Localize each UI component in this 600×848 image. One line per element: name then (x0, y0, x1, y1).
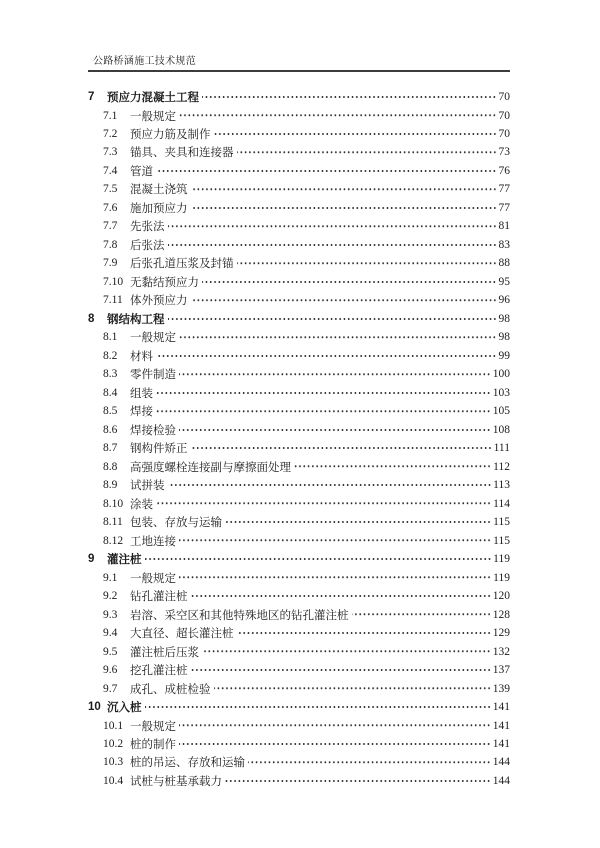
dotted-leader (168, 236, 497, 254)
toc-entry (88, 421, 510, 439)
dotted-leader (156, 494, 491, 512)
entry-number: 9.2 (103, 590, 118, 603)
toc-entry (88, 457, 510, 475)
toc-entry (88, 180, 510, 198)
entry-page: 120 (492, 590, 510, 603)
dotted-leader (294, 457, 491, 475)
toc-entry (88, 273, 510, 291)
entry-page: 100 (492, 368, 510, 381)
dotted-leader (191, 291, 497, 309)
toc-entry (88, 254, 510, 272)
dotted-leader (202, 273, 497, 291)
entry-title: 岩溶、采空区和其他特殊地区的钻孔灌注桩 (130, 609, 349, 622)
entry-number: 8.8 (103, 460, 118, 473)
entry-number: 8.1 (103, 331, 118, 344)
entry-title: 零件制造 (130, 369, 176, 382)
toc-entry (88, 439, 510, 457)
dotted-leader (191, 439, 492, 457)
toc-entry (88, 735, 510, 753)
entry-title: 高强度螺栓连接副与摩擦面处理 (130, 461, 291, 474)
toc-entry (88, 642, 510, 660)
dotted-leader (202, 88, 497, 106)
dotted-leader (156, 162, 497, 180)
entry-number: 7.11 (103, 294, 123, 307)
entry-page: 83 (498, 238, 510, 251)
entry-page: 139 (492, 682, 510, 695)
toc-entry (88, 88, 510, 106)
entry-page: 103 (492, 386, 510, 399)
running-header: 公路桥涵施工技术规范 (93, 56, 196, 67)
entry-number: 9.1 (103, 571, 118, 584)
dotted-leader (179, 365, 491, 383)
entry-number: 7.4 (103, 164, 118, 177)
dotted-leader (248, 753, 491, 771)
entry-title: 钻孔灌注桩 (130, 591, 188, 604)
entry-title: 桩的制作 (130, 738, 176, 751)
entry-number: 10.4 (103, 774, 124, 787)
entry-title: 混凝土浇筑 (130, 184, 188, 197)
entry-page: 129 (492, 627, 510, 640)
toc-entry (88, 217, 510, 235)
toc-entry (88, 384, 510, 402)
toc-entry (88, 328, 510, 346)
entry-page: 70 (498, 91, 510, 104)
dotted-leader (179, 421, 491, 439)
entry-number: 8.4 (103, 386, 118, 399)
dotted-leader (179, 531, 491, 549)
entry-title: 组装 (130, 387, 153, 400)
dotted-leader (156, 384, 491, 402)
entry-title: 后张法 (130, 239, 165, 252)
dotted-leader (352, 605, 491, 623)
toc-entry (88, 236, 510, 254)
dotted-leader (225, 513, 491, 531)
toc-entry (88, 310, 510, 328)
toc-entry (88, 716, 510, 734)
toc-entry (88, 402, 510, 420)
entry-title: 桩的吊运、存放和运输 (130, 757, 245, 770)
dotted-leader (168, 476, 492, 494)
entry-number: 8.5 (103, 405, 118, 418)
entry-page: 119 (493, 571, 510, 584)
entry-number: 7.8 (103, 238, 118, 251)
entry-page: 99 (498, 349, 510, 362)
entry-number: 10 (88, 701, 101, 714)
entry-number: 8.10 (103, 497, 124, 510)
entry-number: 7.5 (103, 183, 118, 196)
entry-page: 95 (498, 275, 510, 288)
dotted-leader (237, 143, 497, 161)
toc-entry (88, 513, 510, 531)
entry-title: 涂装 (130, 498, 153, 511)
entry-number: 10.1 (103, 719, 124, 732)
entry-title: 后张孔道压浆及封锚 (130, 258, 234, 271)
dotted-leader (156, 347, 497, 365)
entry-title: 成孔、成桩检验 (130, 683, 211, 696)
toc-entry (88, 494, 510, 512)
entry-number: 8.6 (103, 423, 118, 436)
toc-entry (88, 550, 510, 568)
entry-page: 98 (498, 331, 510, 344)
entry-number: 8.12 (103, 534, 124, 547)
dotted-leader (145, 698, 491, 716)
entry-number: 10.3 (103, 756, 124, 769)
entry-page: 132 (492, 645, 510, 658)
dotted-leader (191, 587, 491, 605)
entry-number: 9 (88, 553, 95, 566)
entry-number: 10.2 (103, 737, 124, 750)
toc-entry (88, 291, 510, 309)
entry-page: 76 (498, 164, 510, 177)
entry-number: 8.3 (103, 368, 118, 381)
toc-entry (88, 679, 510, 697)
entry-page: 115 (493, 516, 510, 529)
entry-page: 70 (498, 128, 510, 140)
entry-page: 108 (492, 423, 510, 436)
entry-title: 焊接检验 (130, 424, 176, 437)
entry-number: 7.6 (103, 201, 118, 214)
toc-entry (88, 624, 510, 642)
entry-page: 70 (498, 109, 510, 122)
entry-page: 77 (498, 183, 510, 196)
dotted-leader (225, 772, 491, 790)
toc-entry (88, 476, 510, 494)
entry-page: 144 (492, 756, 510, 769)
entry-number: 8 (88, 312, 95, 325)
entry-page: 144 (492, 774, 510, 787)
dotted-leader (191, 661, 491, 679)
header-rule (88, 70, 510, 72)
entry-page: 141 (492, 719, 510, 732)
dotted-leader (168, 310, 497, 328)
entry-title: 施加预应力 (130, 202, 188, 215)
entry-number: 9.7 (103, 682, 118, 695)
dotted-leader (145, 550, 492, 568)
entry-page: 141 (492, 701, 510, 714)
entry-title: 无黏结预应力 (130, 276, 199, 289)
entry-page: 77 (498, 201, 510, 214)
entry-page: 96 (498, 294, 510, 307)
entry-page: 112 (493, 460, 510, 473)
entry-page: 114 (493, 497, 510, 510)
dotted-leader (179, 328, 497, 346)
toc-entry (88, 753, 510, 771)
entry-title: 包装、存放与运输 (130, 517, 222, 530)
entry-page: 137 (492, 664, 510, 677)
toc-entry (88, 772, 510, 790)
entry-title: 体外预应力 (130, 295, 188, 308)
entry-number: 7.3 (103, 146, 118, 159)
dotted-leader (214, 679, 491, 697)
entry-title: 钢结构工程 (107, 313, 165, 326)
entry-number: 7.2 (103, 128, 118, 140)
entry-title: 沉入桩 (107, 702, 142, 715)
toc-entry (88, 347, 510, 365)
entry-title: 挖孔灌注桩 (130, 665, 188, 678)
entry-title: 钢构件矫正 (130, 443, 188, 456)
dotted-leader (179, 106, 497, 124)
dotted-leader (191, 180, 497, 198)
entry-page: 113 (493, 479, 510, 492)
entry-number: 8.2 (103, 349, 118, 362)
toc-entry (88, 162, 510, 180)
entry-title: 试桩与桩基承载力 (130, 775, 222, 788)
entry-number: 9.3 (103, 608, 118, 621)
entry-title: 先张法 (130, 221, 165, 234)
dotted-leader (191, 199, 497, 217)
toc-entry (88, 106, 510, 124)
entry-number: 9.4 (103, 627, 118, 640)
toc-entry (88, 143, 510, 161)
entry-page: 115 (493, 534, 510, 547)
entry-title: 工地连接 (130, 535, 176, 548)
entry-title: 一般规定 (130, 720, 176, 733)
entry-title: 材料 (130, 350, 153, 363)
entry-number: 9.5 (103, 645, 118, 658)
dotted-leader (156, 402, 491, 420)
entry-page: 88 (498, 257, 510, 270)
entry-page: 141 (492, 737, 510, 750)
entry-number: 9.6 (103, 664, 118, 677)
dotted-leader (179, 568, 491, 586)
toc-entry (88, 531, 510, 549)
toc-entry (88, 568, 510, 586)
toc-entry (88, 125, 510, 143)
entry-title: 预应力混凝土工程 (107, 92, 199, 105)
entry-page: 81 (498, 220, 510, 233)
entry-title: 一般规定 (130, 332, 176, 345)
entry-number: 7.10 (103, 275, 124, 288)
entry-page: 128 (492, 608, 510, 621)
dotted-leader (179, 735, 491, 753)
entry-number: 7 (88, 91, 95, 104)
dotted-leader (214, 125, 497, 143)
dotted-leader (237, 624, 491, 642)
dotted-leader (237, 254, 497, 272)
entry-page: 105 (492, 405, 510, 418)
entry-page: 111 (493, 442, 510, 455)
entry-page: 98 (498, 312, 510, 325)
entry-title: 锚具、夹具和连接器 (130, 147, 234, 160)
entry-page: 119 (493, 553, 510, 566)
toc-entry (88, 605, 510, 623)
entry-number: 8.11 (103, 516, 123, 529)
toc-entry (88, 661, 510, 679)
toc-entry (88, 698, 510, 716)
entry-number: 8.7 (103, 442, 118, 455)
entry-number: 7.7 (103, 220, 118, 233)
entry-title: 一般规定 (130, 110, 176, 123)
entry-page: 73 (498, 146, 510, 159)
dotted-leader (179, 716, 491, 734)
entry-title: 灌注桩 (107, 554, 142, 567)
toc-list (88, 88, 510, 790)
entry-number: 7.9 (103, 257, 118, 270)
entry-title: 焊接 (130, 406, 153, 419)
entry-number: 7.1 (103, 109, 118, 122)
toc-entry (88, 587, 510, 605)
dotted-leader (202, 642, 491, 660)
entry-number: 8.9 (103, 479, 118, 492)
toc-entry (88, 365, 510, 383)
dotted-leader (168, 217, 497, 235)
entry-title: 大直径、超长灌注桩 (130, 628, 234, 641)
entry-title: 管道 (130, 165, 153, 178)
toc-entry (88, 199, 510, 217)
entry-title: 一般规定 (130, 572, 176, 585)
entry-title: 预应力筋及制作 (130, 129, 211, 141)
entry-title: 灌注桩后压浆 (130, 646, 199, 659)
entry-title: 试拼装 (130, 480, 165, 493)
